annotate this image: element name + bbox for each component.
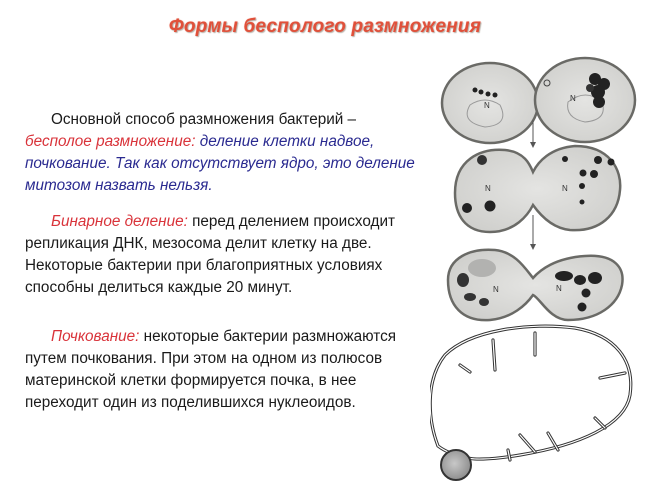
intro-highlight: бесполое размножение:	[25, 133, 196, 150]
intro-rest: деление клетки надвое, почкование. Так как отсутствует ядро, это деление митозом назвать нельзя.	[25, 133, 415, 194]
budding-text: некоторые бактерии размножаются путем почкования. При этом на одном из полюсов материнской клетки формируется почка, в нее переходит один из поделившихся нуклеоидов.	[25, 328, 397, 411]
nucleus-label: N	[484, 101, 490, 110]
nucleus-label: N	[493, 285, 499, 294]
budding-cell	[430, 326, 631, 480]
nucleus-label: N	[562, 184, 568, 193]
binary-fission-paragraph	[25, 211, 420, 299]
budding-term: Почкование:	[51, 328, 140, 345]
binary-fission-term: Бинарное деление:	[51, 213, 188, 230]
nucleus-label: N	[570, 94, 576, 103]
nucleus-label: N	[485, 184, 491, 193]
binary-fission-stage-1	[442, 58, 635, 143]
nucleus-label: N	[556, 284, 562, 293]
intro-paragraph	[25, 109, 420, 197]
slide-title: Формы бесполого размножения	[168, 16, 482, 37]
binary-fission-text: перед делением происходит репликация ДНК, мезосома делит клетку на две. Некоторые бактерии при благоприятных условиях способны делиться каждые 20 минут.	[25, 213, 395, 296]
binary-fission-stage-3	[448, 250, 623, 320]
intro-lead: Основной способ размножения бактерий –	[51, 111, 357, 128]
budding-paragraph	[25, 326, 420, 414]
bud	[441, 450, 471, 480]
bacteria-division-figure	[430, 50, 650, 487]
